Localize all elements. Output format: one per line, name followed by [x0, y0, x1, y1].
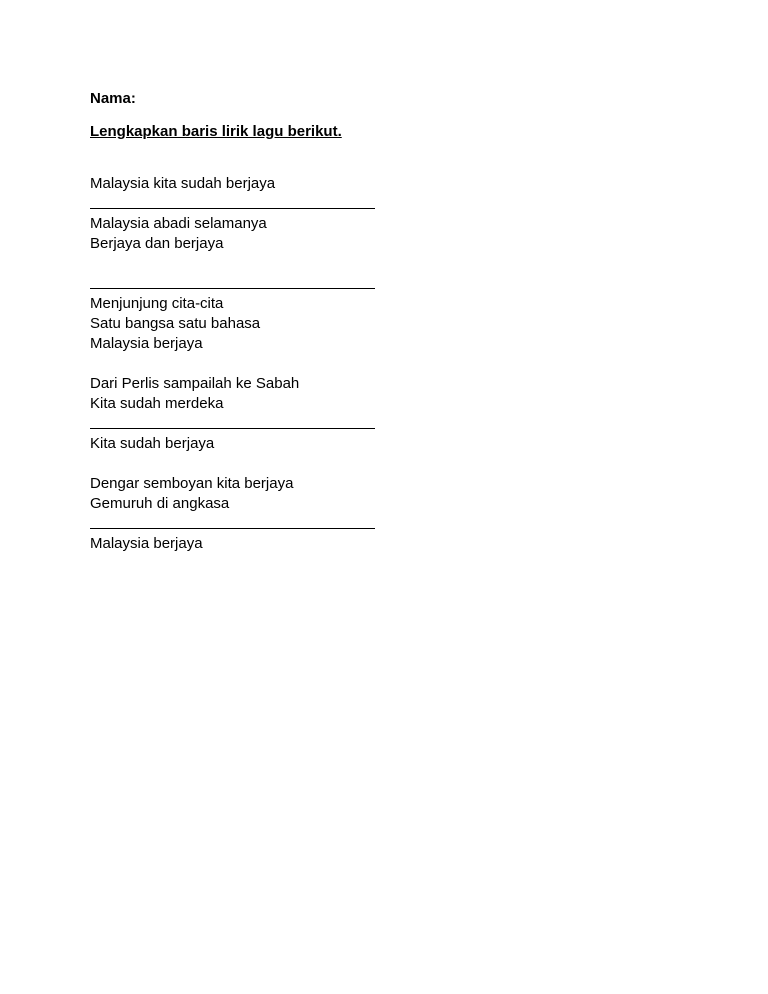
lyric-line: Malaysia berjaya	[90, 335, 203, 352]
stanza-gap	[90, 254, 410, 274]
lyric-line: Malaysia kita sudah berjaya	[90, 175, 276, 192]
lyric-line: Berjaya dan berjaya	[90, 235, 224, 252]
answer-blank[interactable]	[90, 274, 410, 294]
answer-blank[interactable]	[90, 514, 410, 534]
lyric-line: Dengar semboyan kita berjaya	[90, 475, 294, 492]
lyrics-block	[90, 174, 410, 554]
lyric-line: Kita sudah merdeka	[90, 395, 224, 412]
instruction-heading: Lengkapkan baris lirik lagu berikut.	[90, 123, 342, 140]
lyric-line: Kita sudah berjaya	[90, 435, 215, 452]
lyric-line: Malaysia abadi selamanya	[90, 215, 267, 232]
lyric-line: Malaysia berjaya	[90, 535, 203, 552]
lyric-line: Satu bangsa satu bahasa	[90, 315, 261, 332]
answer-blank[interactable]	[90, 414, 410, 434]
lyric-line: Menjunjung cita-cita	[90, 295, 224, 312]
lyric-line: Gemuruh di angkasa	[90, 495, 230, 512]
lyric-line: Dari Perlis sampailah ke Sabah	[90, 375, 300, 392]
name-label: Nama:	[90, 90, 136, 107]
stanza-gap	[90, 454, 410, 474]
stanza-gap	[90, 354, 410, 374]
answer-blank[interactable]	[90, 194, 410, 214]
